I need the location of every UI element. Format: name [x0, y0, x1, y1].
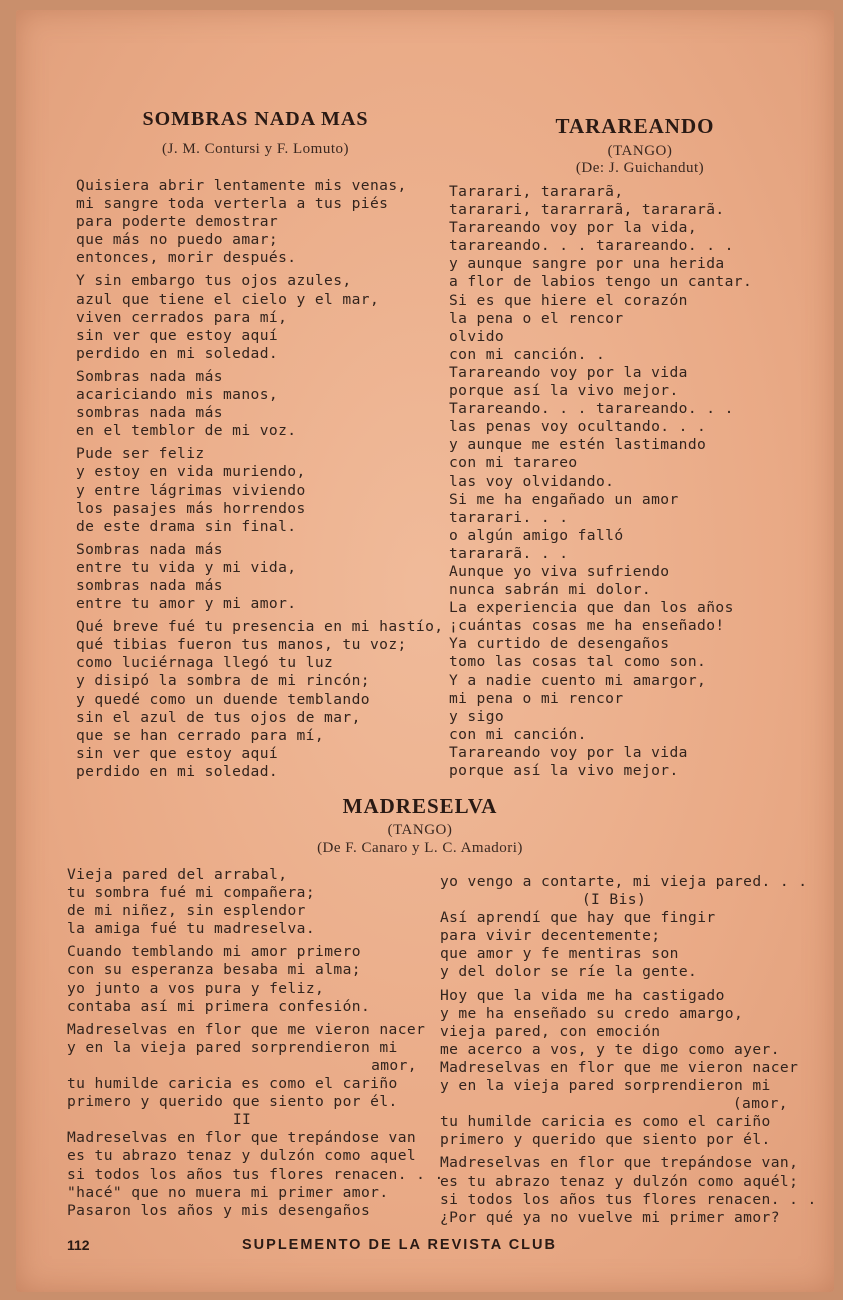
lyric-line: Si es que hiere el corazón — [449, 291, 688, 309]
lyric-line: mi pena o mi rencor — [449, 689, 624, 707]
lyric-line: perdido en mi soledad. — [76, 762, 279, 780]
lyric-line: sin el azul de tus ojos de mar, — [76, 708, 361, 726]
lyric-line: y del dolor se ríe la gente. — [440, 963, 698, 981]
lyric-line: Sombras nada más — [76, 367, 223, 385]
lyric-line: nunca sabrán mi dolor. — [449, 581, 652, 599]
footer-publication: SUPLEMENTO DE LA REVISTA CLUB — [242, 1237, 557, 1253]
lyric-line: qué tibias fueron tus manos, tu voz; — [76, 636, 407, 654]
lyric-line: para poderte demostrar — [76, 213, 279, 231]
lyric-line: me acerco a vos, y te digo como ayer. — [440, 1040, 780, 1058]
lyric-line: Ya curtido de desengaños — [449, 635, 670, 653]
lyric-line: que se han cerrado para mí, — [76, 726, 325, 744]
lyric-line: entonces, morir después. — [76, 249, 297, 267]
lyric-line: Pasaron los años y mis desengaños — [67, 1201, 371, 1219]
lyric-line: Qué breve fué tu presencia en mi hastío, — [76, 618, 444, 636]
lyric-line: con mi tarareo — [449, 454, 578, 472]
lyric-line: y sigo — [449, 707, 505, 725]
lyric-line: amor, — [371, 1056, 417, 1074]
lyric-line: sin ver que estoy aquí — [76, 326, 279, 344]
lyric-line: Tarareando voy por la vida — [449, 743, 688, 761]
lyric-line: Madreselvas en flor que me vieron nacer — [67, 1020, 426, 1038]
lyric-line: las voy olvidando. — [449, 472, 615, 490]
lyric-line: y me ha enseñado su credo amargo, — [440, 1004, 744, 1022]
lyric-line: tararari. . . — [449, 508, 569, 526]
lyric-line: y entre lágrimas viviendo — [76, 481, 306, 499]
song-genre-madreselva: (TANGO) — [387, 822, 453, 838]
page-number: 112 — [67, 1237, 90, 1253]
lyric-line: vieja pared, con emoción — [440, 1022, 661, 1040]
lyric-line: tu humilde caricia es como el cariño — [440, 1113, 771, 1131]
lyric-line: tomo las cosas tal como son. — [449, 653, 707, 671]
lyric-line: Pude ser feliz — [76, 445, 205, 463]
lyric-line: Madreselvas en flor que trepándose van — [67, 1129, 417, 1147]
lyric-line: Aunque yo viva sufriendo — [449, 562, 670, 580]
lyric-line: Madreselvas en flor que me vieron nacer — [440, 1058, 799, 1076]
lyric-line: como luciérnaga llegó tu luz — [76, 654, 334, 672]
lyric-line: Quisiera abrir lentamente mis venas, — [76, 177, 407, 194]
lyric-line: tu humilde caricia es como el cariño — [67, 1075, 398, 1093]
lyric-line: sombras nada más — [76, 576, 223, 594]
lyric-line: la amiga fué tu madreselva. — [67, 920, 316, 938]
lyrics-sombras — [76, 177, 443, 781]
lyric-line: y estoy en vida muriendo, — [76, 463, 306, 481]
lyric-line: la pena o el rencor — [449, 309, 624, 327]
song-credit-sombras: (J. M. Contursi y F. Lomuto) — [162, 141, 349, 157]
song-title-madreselva: MADRESELVA — [342, 794, 498, 818]
lyric-line: si todos los años tus flores renacen. . . — [440, 1190, 817, 1208]
lyric-line: La experiencia que dan los años — [449, 599, 734, 617]
lyric-line: las penas voy ocultando. . . — [449, 418, 707, 436]
lyric-line: Sombras nada más — [76, 540, 223, 558]
lyric-line: contaba así mi primera confesión. — [67, 997, 371, 1015]
lyric-line: Hoy que la vida me ha castigado — [440, 986, 725, 1004]
lyric-line: yo junto a vos pura y feliz, — [67, 979, 325, 997]
lyrics-madreselva-right — [440, 873, 817, 1227]
lyric-line: ¡cuántas cosas me ha enseñado! — [449, 617, 725, 635]
lyric-line: viven cerrados para mí, — [76, 308, 288, 326]
lyric-line: Tarareando. . . tarareando. . . — [449, 400, 734, 418]
lyric-line: olvido — [449, 327, 505, 345]
song-genre-tarareando: (TANGO) — [607, 143, 673, 159]
lyric-line: a flor de labios tengo un cantar. — [449, 273, 753, 291]
lyric-line: es tu abrazo tenaz y dulzón como aquel — [67, 1147, 417, 1165]
song-title-sombras: SOMBRAS NADA MAS — [142, 108, 369, 130]
lyric-line: si todos los años tus flores renacen. . . — [67, 1165, 444, 1183]
lyric-line: tarareando. . . tarareando. . . — [449, 237, 734, 255]
lyric-line: Vieja pared del arrabal, — [67, 866, 288, 883]
lyric-line: azul que tiene el cielo y el mar, — [76, 290, 380, 308]
lyric-line: sin ver que estoy aquí — [76, 744, 279, 762]
lyric-line: porque así la vivo mejor. — [449, 382, 679, 400]
lyric-line: (amor, — [732, 1095, 788, 1113]
lyric-line: que amor y fe mentiras son — [440, 945, 679, 963]
lyric-line: primero y querido que siento por él. — [67, 1093, 398, 1111]
lyric-line: mi sangre toda verterla a tus piés — [76, 195, 389, 213]
lyric-line: tararari, tararrarã, tarararã. — [449, 201, 725, 219]
lyric-line: de mi niñez, sin esplendor — [67, 902, 306, 920]
lyric-line: Cuando temblando mi amor primero — [67, 943, 361, 961]
lyric-line: con su esperanza besaba mi alma; — [67, 961, 361, 979]
lyric-line: Tarareando voy por la vida, — [449, 219, 698, 237]
lyric-line: o algún amigo falló — [449, 526, 624, 544]
lyric-line: los pasajes más horrendos — [76, 499, 306, 517]
lyric-line: "hacé" que no muera mi primer amor. — [67, 1183, 389, 1201]
lyric-line: Así aprendí que hay que fingir — [440, 909, 716, 927]
lyric-line: II — [232, 1111, 252, 1129]
lyric-line: en el temblor de mi voz. — [76, 422, 297, 440]
lyric-line: Tararari, tarararã, — [449, 183, 624, 200]
lyric-line: Madreselvas en flor que trepándose van, — [440, 1154, 799, 1172]
lyric-line: con mi canción. — [449, 725, 587, 743]
lyric-line: de este drama sin final. — [76, 517, 297, 535]
lyric-line: primero y querido que siento por él. — [440, 1131, 771, 1149]
song-title-tarareando: TARAREANDO — [555, 114, 715, 138]
lyrics-tarareando — [449, 183, 752, 780]
lyric-line: tarararã. . . — [449, 544, 569, 562]
lyric-line: entre tu vida y mi vida, — [76, 558, 297, 576]
song-credit-madreselva: (De F. Canaro y L. C. Amadori) — [317, 840, 523, 856]
lyric-line: y en la vieja pared sorprendieron mi — [67, 1038, 398, 1056]
lyric-line: y aunque sangre por una herida — [449, 255, 725, 273]
lyric-line: (I Bis) — [581, 891, 647, 909]
lyric-line: y en la vieja pared sorprendieron mi — [440, 1077, 771, 1095]
lyric-line: y quedé como un duende temblando — [76, 690, 370, 708]
lyric-line: perdido en mi soledad. — [76, 344, 279, 362]
lyric-line: Tarareando voy por la vida — [449, 363, 688, 381]
lyric-line: yo vengo a contarte, mi vieja pared. . . — [440, 873, 808, 890]
song-credit-tarareando: (De: J. Guichandut) — [575, 160, 705, 176]
lyric-line: y aunque me estén lastimando — [449, 436, 707, 454]
lyric-line: Y a nadie cuento mi amargor, — [449, 671, 707, 689]
lyric-line: porque así la vivo mejor. — [449, 762, 679, 779]
lyric-line: que más no puedo amar; — [76, 231, 279, 249]
lyric-line: entre tu amor y mi amor. — [76, 595, 297, 613]
lyric-line: Si me ha engañado un amor — [449, 490, 679, 508]
lyric-line: para vivir decentemente; — [440, 927, 661, 945]
lyric-line: ¿Por qué ya no vuelve mi primer amor? — [440, 1208, 780, 1226]
lyric-line: con mi canción. . — [449, 345, 606, 363]
lyric-line: y disipó la sombra de mi rincón; — [76, 672, 370, 690]
lyric-line: acariciando mis manos, — [76, 386, 279, 404]
lyric-line: Y sin embargo tus ojos azules, — [76, 272, 352, 290]
lyric-line: sombras nada más — [76, 404, 223, 422]
lyric-line: tu sombra fué mi compañera; — [67, 884, 316, 902]
lyrics-madreselva-left — [67, 866, 444, 1220]
lyric-line: es tu abrazo tenaz y dulzón como aquél; — [440, 1172, 799, 1190]
